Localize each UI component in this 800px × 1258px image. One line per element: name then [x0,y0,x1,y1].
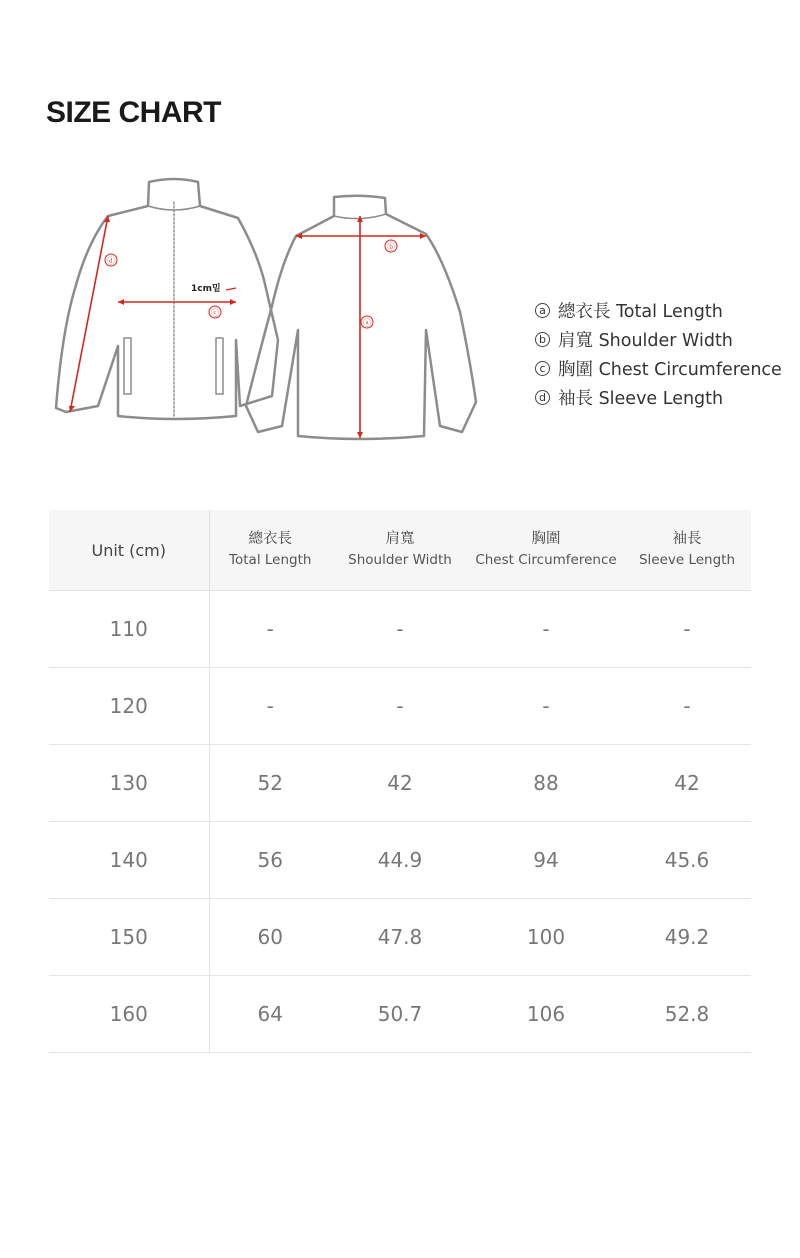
measurement-legend [535,296,782,412]
back-jacket-outline [246,196,476,439]
table-cell: - [623,668,751,745]
table-cell: 47.8 [331,899,469,976]
marker-b: ⓑ [387,242,395,252]
table-row [49,668,751,745]
table-cell: 60 [209,899,331,976]
marker-b-icon: b [535,332,550,347]
size-cell: 130 [49,745,209,822]
table-row [49,899,751,976]
table-cell: 52.8 [623,976,751,1053]
marker-d: ⓓ [107,256,115,266]
table-cell: 49.2 [623,899,751,976]
size-table [49,510,751,1053]
table-cell: 52 [209,745,331,822]
legend-item-chest-circumference [535,354,782,383]
table-cell: - [469,668,623,745]
legend-label: 肩寬 Shoulder Width [558,331,733,351]
table-row [49,822,751,899]
table-row [49,591,751,668]
sleeve-length-line [70,216,108,412]
table-cell: - [331,668,469,745]
page-title: SIZE CHART [46,96,221,129]
table-cell: - [209,668,331,745]
table-cell: 100 [469,899,623,976]
table-cell: 42 [331,745,469,822]
table-header-row [49,510,751,591]
table-cell: - [469,591,623,668]
front-jacket-outline [56,179,278,419]
legend-label: 總衣長 Total Length [558,302,723,322]
marker-a-icon: a [535,303,550,318]
legend-label: 胸圍 Chest Circumference [558,360,782,380]
table-cell: 50.7 [331,976,469,1053]
table-cell: 94 [469,822,623,899]
size-cell: 150 [49,899,209,976]
column-header-shoulder-width: 肩寬 Shoulder Width [331,510,469,591]
table-cell: - [331,591,469,668]
column-header-chest-circumference: 胸圍 Chest Circumference [469,510,623,591]
table-cell: 106 [469,976,623,1053]
size-cell: 160 [49,976,209,1053]
table-cell: - [209,591,331,668]
table-cell: 44.9 [331,822,469,899]
unit-header: Unit (cm) [49,510,209,591]
measure-note: 1cm밑 [191,284,221,294]
legend-item-sleeve-length [535,383,782,412]
table-cell: 56 [209,822,331,899]
legend-item-shoulder-width [535,325,782,354]
column-header-sleeve-length: 袖長 Sleeve Length [623,510,751,591]
legend-label: 袖長 Sleeve Length [558,389,724,409]
legend-item-total-length [535,296,782,325]
size-cell: 110 [49,591,209,668]
marker-a: ⓐ [363,318,371,328]
size-cell: 120 [49,668,209,745]
marker-d-icon: d [535,390,550,405]
table-cell: 42 [623,745,751,822]
marker-c: ⓒ [211,308,219,318]
column-header-total-length: 總衣長 Total Length [209,510,331,591]
table-cell: 64 [209,976,331,1053]
table-cell: 45.6 [623,822,751,899]
jacket-measurement-diagram [50,170,490,445]
table-row [49,745,751,822]
marker-c-icon: c [535,361,550,376]
table-cell: 88 [469,745,623,822]
size-cell: 140 [49,822,209,899]
table-row [49,976,751,1053]
table-cell: - [623,591,751,668]
